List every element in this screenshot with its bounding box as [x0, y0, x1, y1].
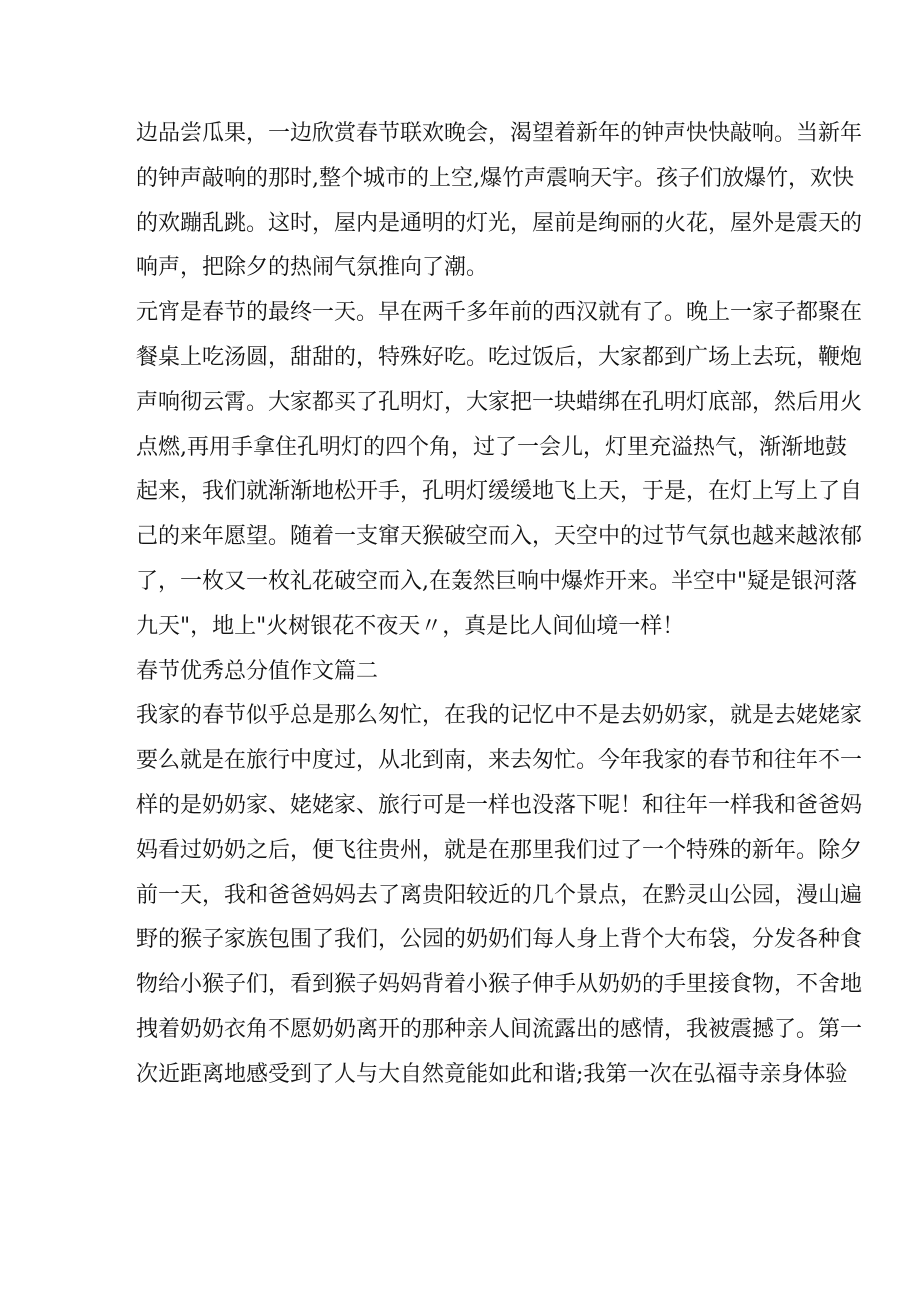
text-line: 元宵是春节的最终一天。早在两千多年前的西汉就有了。晚上一家子都聚在 [136, 300, 863, 326]
text-line: 拽着奶奶衣角不愿奶奶离开的那种亲人间流露出的感情，我被震撼了。第一 [136, 1016, 863, 1042]
text-line: 我家的春节似乎总是那么匆忙，在我的记忆中不是去奶奶家，就是去姥姥家 [136, 703, 863, 729]
text-line: 响声，把除夕的热闹气氛推向了潮。 [136, 255, 489, 281]
text-line: 要么就是在旅行中度过，从北到南，来去匆忙。今年我家的春节和往年不一 [136, 748, 863, 774]
text-line: 己的来年愿望。随着一支窜天猴破空而入，天空中的过节气氛也越来越浓郁 [136, 524, 863, 550]
text-line: 了，一枚又一枚礼花破空而入,在轰然巨响中爆炸开来。半空中"疑是银河落 [136, 568, 858, 594]
text-line: 次近距离地感受到了人与大自然竟能如此和谐;我第一次在弘福寺亲身体验 [136, 1061, 848, 1087]
text-line: 九天"，地上"火树银花不夜天〃，真是比人间仙境一样！ [136, 613, 685, 639]
document-body [136, 112, 863, 1098]
text-line: 野的猴子家族包围了我们，公园的奶奶们每人身上背个大布袋，分发各种食 [136, 927, 863, 953]
section-title: 春节优秀总分值作文篇二 [136, 658, 379, 684]
text-line: 点燃,再用手拿住孔明灯的四个角，过了一会儿，灯里充溢热气，渐渐地鼓 [136, 434, 847, 460]
text-line: 边品尝瓜果，一边欣赏春节联欢晚会，渴望着新年的钟声快快敲响。当新年 [136, 121, 863, 146]
text-line: 样的是奶奶家、姥姥家、旅行可是一样也没落下呢！和往年一样我和爸爸妈 [136, 792, 863, 818]
text-line: 妈看过奶奶之后，便飞往贵州，就是在那里我们过了一个特殊的新年。除夕 [136, 837, 863, 863]
text-line: 前一天，我和爸爸妈妈去了离贵阳较近的几个景点，在黔灵山公园，漫山遍 [136, 882, 863, 908]
text-line: 物给小猴子们，看到猴子妈妈背着小猴子伸手从奶奶的手里接食物，不舍地 [136, 972, 863, 998]
text-line: 餐桌上吃汤圆，甜甜的，特殊好吃。吃过饭后，大家都到广场上去玩，鞭炮 [136, 344, 863, 370]
text-line: 起来，我们就渐渐地松开手，孔明灯缓缓地飞上天，于是，在灯上写上了自 [136, 479, 863, 505]
text-line: 的欢蹦乱跳。这时，屋内是通明的灯光，屋前是绚丽的火花，屋外是震天的 [136, 210, 863, 236]
text-line: 声响彻云霄。大家都买了孔明灯，大家把一块蜡绑在孔明灯底部，然后用火 [136, 389, 863, 415]
text-line: 的钟声敲响的那时,整个城市的上空,爆竹声震响天宇。孩子们放爆竹，欢快 [136, 165, 854, 191]
